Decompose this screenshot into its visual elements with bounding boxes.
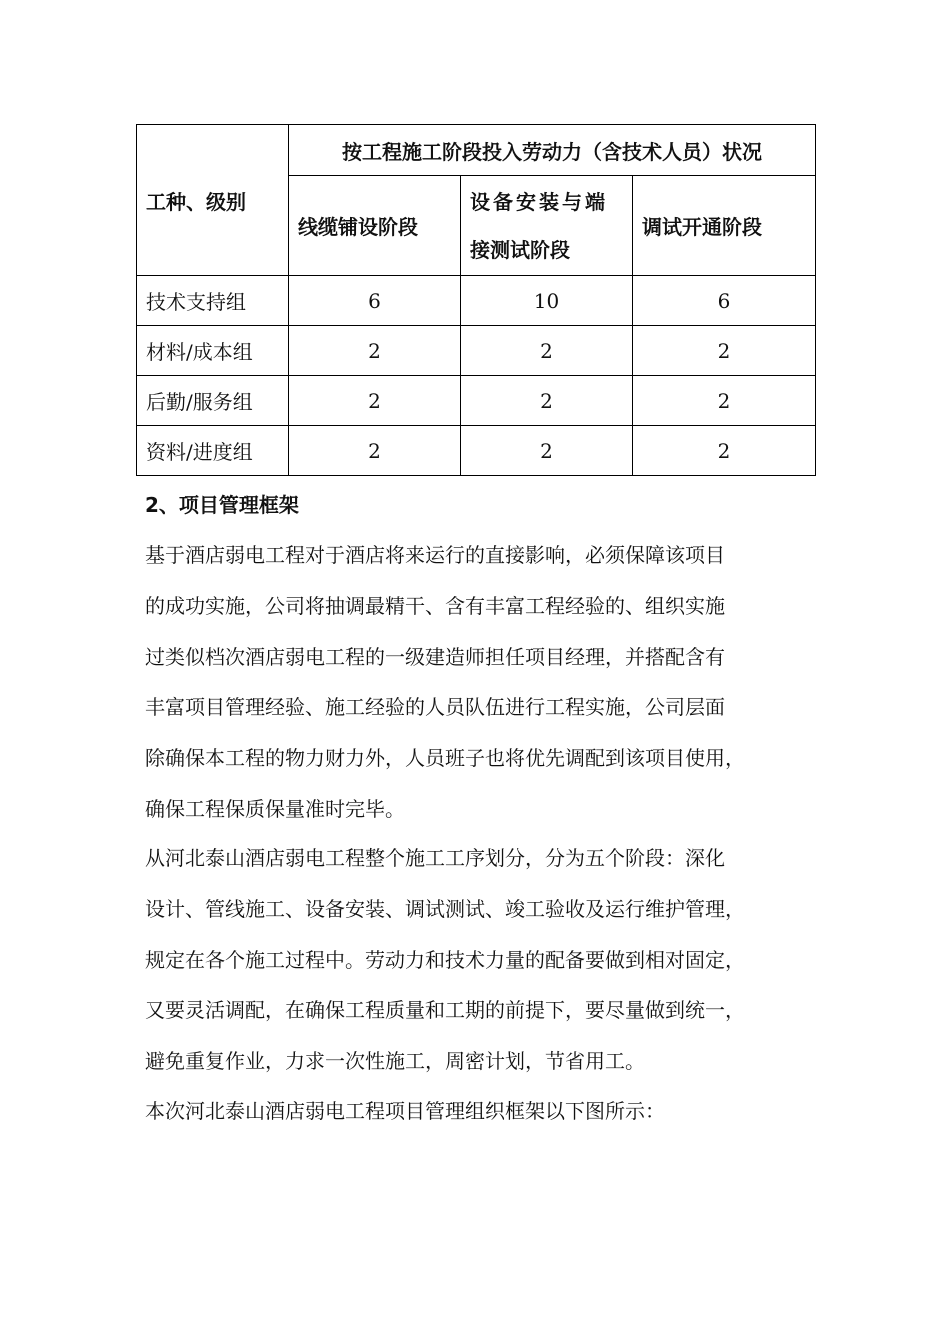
table-row [137,326,816,376]
row-name: 材料/成本组 [137,326,289,376]
row-name: 技术支持组 [137,276,289,326]
row-value: 2 [461,376,633,426]
row-value: 2 [633,326,816,376]
paragraph-2 [145,833,825,1087]
row-value: 10 [461,276,633,326]
table-row [137,276,816,326]
table-row [137,376,816,426]
row-value: 2 [461,326,633,376]
row-value: 2 [289,326,461,376]
row-name: 后勤/服务组 [137,376,289,426]
paragraph-line: 除确保本工程的物力财力外，人员班子也将优先调配到该项目使用， [145,746,745,771]
stage-header-install [461,176,633,276]
stage-header-install-line1: 设备安装与端 [470,189,608,214]
stage-header-install-line2: 接测试阶段 [470,237,570,262]
paragraph-line: 从河北泰山酒店弱电工程整个施工工序划分，分为五个阶段：深化 [145,846,725,870]
stage-header-cable: 线缆铺设阶段 [289,176,461,276]
paragraph-line: 设计、管线施工、设备安装、调试测试、竣工验收及运行维护管理， [145,896,745,921]
paragraph-line: 规定在各个施工过程中。劳动力和技术力量的配备要做到相对固定， [145,947,745,972]
paragraph-line: 本次河北泰山酒店弱电工程项目管理组织框架以下图所示： [145,1099,665,1123]
paragraph-line: 基于酒店弱电工程对于酒店将来运行的直接影响，必须保障该项目 [145,543,725,567]
row-value: 6 [289,276,461,326]
row-value: 2 [289,426,461,476]
row-value: 2 [461,426,633,476]
paragraph-line: 又要灵活调配，在确保工程质量和工期的前提下，要尽量做到统一， [145,998,745,1023]
paragraph-line: 过类似档次酒店弱电工程的一级建造师担任项目经理，并搭配含有 [145,644,725,669]
labor-table [136,124,816,476]
table-row [137,426,816,476]
table-header-row [137,125,816,176]
paragraph-line: 确保工程保质保量准时完毕。 [145,796,405,821]
row-header-cell: 工种、级别 [137,125,289,276]
stage-header-commission: 调试开通阶段 [633,176,816,276]
paragraph-line: 丰富项目管理经验、施工经验的人员队伍进行工程实施，公司层面 [145,695,725,720]
row-name: 资料/进度组 [137,426,289,476]
paragraph-line: 避免重复作业，力求一次性施工，周密计划，节省用工。 [145,1049,645,1074]
paragraph-line: 的成功实施，公司将抽调最精干、含有丰富工程经验的、组织实施 [145,593,725,618]
row-value: 6 [633,276,816,326]
paragraph-3 [145,1086,825,1137]
row-value: 2 [633,376,816,426]
paragraph-1 [145,530,825,835]
row-value: 2 [289,376,461,426]
row-value: 2 [633,426,816,476]
group-header-cell: 按工程施工阶段投入劳动力（含技术人员）状况 [289,125,816,176]
section-title: 2、项目管理框架 [145,493,299,517]
